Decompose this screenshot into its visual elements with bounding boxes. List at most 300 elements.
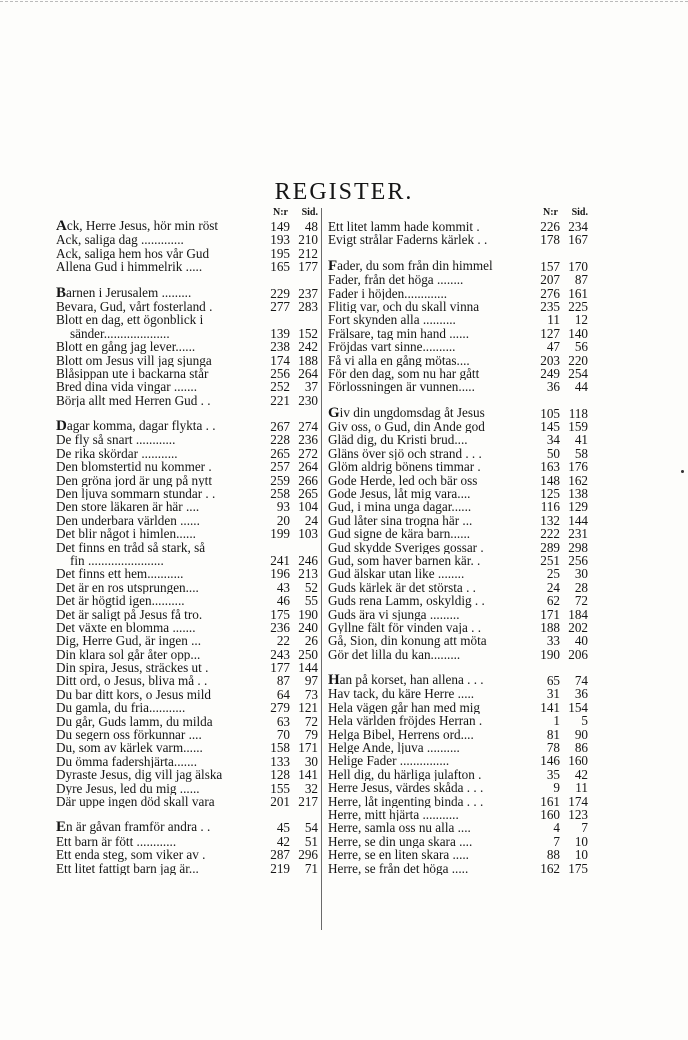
entry-page: 174 <box>568 793 588 809</box>
entry-title: Herre, se en liten skara ..... <box>328 848 469 862</box>
register-entry <box>56 541 318 554</box>
register-entry <box>328 487 588 500</box>
entry-page: 97 <box>304 673 318 689</box>
entry-page: 73 <box>304 686 318 702</box>
entry-title: Barnen i Jerusalem ......... <box>56 285 192 300</box>
entry-number: 190 <box>540 646 560 662</box>
register-entry <box>56 447 318 460</box>
header-nr: N:r <box>543 207 558 218</box>
register-entry <box>56 741 318 754</box>
entry-number: 259 <box>270 472 290 488</box>
entry-title: Frälsare, tag min hand ...... <box>328 326 469 341</box>
entry-title: Ett litet lamm hade kommit . <box>328 219 480 234</box>
register-entry <box>56 661 318 674</box>
entry-title: Blåsippan ute i backarna står <box>56 366 209 381</box>
register-entry <box>56 634 318 647</box>
register-entry <box>328 554 588 567</box>
entry-page: 90 <box>574 726 588 742</box>
entry-page: 256 <box>568 552 588 568</box>
entry-title: Blott en dag, ett ögonblick i <box>56 313 204 327</box>
entry-page: 42 <box>574 766 588 782</box>
register-column-left <box>56 206 318 875</box>
entry-page: 58 <box>574 445 588 461</box>
entry-page: 184 <box>568 606 588 622</box>
entry-number: 177 <box>270 660 290 676</box>
entry-page: 274 <box>298 419 318 435</box>
entry-title: Bred dina vida vingar ....... <box>56 380 197 394</box>
entries-right <box>328 220 588 875</box>
column-header <box>328 206 588 220</box>
entry-number: 65 <box>546 673 560 689</box>
register-entry <box>328 728 588 741</box>
register-entry <box>56 247 318 260</box>
entry-page: 24 <box>304 512 318 528</box>
register-entry <box>56 527 318 540</box>
entry-page: 283 <box>298 298 318 314</box>
register-entry <box>56 313 318 326</box>
entry-title: Fröjdas vart sinne.......... <box>328 340 456 354</box>
column-header <box>56 206 318 220</box>
entry-page: 220 <box>568 352 588 368</box>
entry-title: Det växte en blomma ....... <box>56 620 196 635</box>
register-entry <box>328 594 588 607</box>
entry-page: 87 <box>574 272 588 288</box>
entry-page: 167 <box>568 232 588 248</box>
entry-title: Flitig var, och du skall vinna <box>328 299 480 314</box>
register-entry <box>328 474 588 487</box>
register-entry <box>56 487 318 500</box>
entry-page: 298 <box>568 539 588 555</box>
register-entry <box>328 634 588 647</box>
register-entry <box>328 808 588 821</box>
entry-number: 87 <box>276 673 290 689</box>
entry-title: Ett barn är fött ............ <box>56 834 177 849</box>
entry-title: Dyre Jesus, led du mig ...... <box>56 781 200 796</box>
entry-number: 88 <box>546 847 560 863</box>
register-entry <box>56 420 318 433</box>
register-entry <box>56 755 318 768</box>
entry-page: 144 <box>298 660 318 676</box>
entry-title: Gå, Sion, din konung att möta <box>328 634 487 648</box>
register-entry <box>56 340 318 353</box>
entry-page: 246 <box>298 552 318 568</box>
entry-number: 243 <box>270 646 290 662</box>
register-entry <box>328 741 588 754</box>
entry-number: 1 <box>553 713 560 729</box>
register-entry <box>328 220 588 233</box>
entry-title: Det är högtid igen.......... <box>56 594 185 608</box>
entry-title: Den gröna jord är ung på nytt <box>56 473 213 488</box>
entry-title: Gud, som haver barnen kär. . <box>328 553 481 568</box>
entry-number: 45 <box>276 820 290 836</box>
entry-number: 133 <box>270 753 290 769</box>
register-entry <box>56 460 318 473</box>
entry-page: 161 <box>568 285 588 301</box>
entry-title: Ack, saliga dag ............. <box>56 233 184 247</box>
entry-title: Hell dig, du härliga julafton . <box>328 767 482 782</box>
entry-title: Gud skydde Sveriges gossar . <box>328 540 484 554</box>
entry-number: 128 <box>270 767 290 783</box>
entry-title: Blott om Jesus vill jag sjunga <box>56 353 212 367</box>
register-entry <box>328 500 588 513</box>
entry-number: 221 <box>270 392 290 408</box>
register-entry <box>328 433 588 446</box>
header-sid: Sid. <box>571 207 588 218</box>
entry-number: 165 <box>270 259 290 275</box>
top-dashed-edge <box>0 1 688 2</box>
entry-number: 149 <box>270 218 290 234</box>
register-entry <box>56 260 318 273</box>
register-entry <box>328 621 588 634</box>
entry-page: 74 <box>574 673 588 689</box>
entry-title: Gode Herde, led och bär oss <box>328 473 478 488</box>
register-entry <box>328 514 588 527</box>
entry-title: Guds kärlek är det största . . <box>328 580 476 595</box>
register-entry <box>56 233 318 246</box>
entry-title: De fly så snart ............ <box>56 433 176 447</box>
entry-page: 30 <box>304 753 318 769</box>
register-entry <box>56 287 318 300</box>
entry-page: 52 <box>304 579 318 595</box>
entry-page: 32 <box>304 780 318 796</box>
entry-page: 36 <box>574 686 588 702</box>
entry-page: 272 <box>298 445 318 461</box>
entry-title: Gud signe de kära barn...... <box>328 527 471 541</box>
entry-title: Dagar komma, dagar flykta . . <box>56 419 216 434</box>
entry-page: 144 <box>568 512 588 528</box>
entry-number: 33 <box>546 633 560 649</box>
entry-page: 41 <box>574 432 588 448</box>
register-entry <box>56 621 318 634</box>
entry-page: 225 <box>568 298 588 314</box>
entry-page: 210 <box>298 232 318 248</box>
register-column-right <box>328 206 588 875</box>
entry-number: 34 <box>546 432 560 448</box>
entry-page: 55 <box>304 593 318 609</box>
entry-title: Det finns ett hem........... <box>56 567 184 581</box>
entry-number: 31 <box>546 686 560 702</box>
register-entry <box>328 848 588 861</box>
entry-title: Du, som av kärlek varm...... <box>56 741 203 755</box>
entry-number: 196 <box>270 566 290 582</box>
entry-page: 254 <box>568 365 588 381</box>
register-entry <box>328 460 588 473</box>
entry-number: 171 <box>540 606 560 622</box>
entry-title: Herre, samla oss nu alla .... <box>328 821 471 835</box>
register-entry <box>56 821 318 834</box>
entry-number: 132 <box>540 512 560 528</box>
entry-page: 7 <box>581 820 588 836</box>
entry-number: 249 <box>540 365 560 381</box>
entries-left <box>56 220 318 875</box>
register-entry <box>56 394 318 407</box>
entry-number: 241 <box>270 552 290 568</box>
entry-page: 217 <box>298 794 318 809</box>
entry-title: Helige Fader ............... <box>328 754 450 768</box>
entry-number: 139 <box>270 325 290 341</box>
entry-title: Hela världen fröjdes Herran . <box>328 714 483 728</box>
entry-page: 231 <box>568 526 588 542</box>
entry-number: 226 <box>540 218 560 234</box>
entry-title: Blott en gång jag lever...... <box>56 340 196 354</box>
register-entry <box>328 701 588 714</box>
entry-page: 266 <box>298 472 318 488</box>
entry-title: Herre, låt ingenting binda . . . <box>328 794 484 809</box>
register-entry <box>56 862 318 875</box>
entry-page: 188 <box>298 352 318 368</box>
entry-title: fin ....................... <box>70 553 164 568</box>
entry-page: 11 <box>575 780 588 796</box>
entry-title: Det blir något i himlen...... <box>56 527 196 541</box>
entry-number: 125 <box>540 486 560 502</box>
entry-number: 9 <box>553 780 560 796</box>
entry-number: 11 <box>547 312 560 328</box>
register-entry <box>328 367 588 380</box>
register-entry <box>56 835 318 848</box>
entry-number: 174 <box>270 352 290 368</box>
entry-page: 202 <box>568 619 588 635</box>
register-entry <box>56 795 318 808</box>
entry-number: 24 <box>546 579 560 595</box>
entry-number: 238 <box>270 339 290 355</box>
entry-title: Gläd dig, du Kristi brud.... <box>328 433 468 447</box>
entry-title: Allena Gud i himmelrik ..... <box>56 260 203 274</box>
entry-number: 105 <box>540 405 560 421</box>
entry-page: 171 <box>298 740 318 756</box>
entry-title: Det finns en tråd så stark, så <box>56 540 206 554</box>
entry-number: 70 <box>276 727 290 743</box>
entry-title: Bevara, Gud, vårt fosterland . <box>56 299 213 314</box>
entry-title: Giv oss, o Gud, din Ande god <box>328 420 485 434</box>
entry-title: Ack, saliga hem hos vår Gud <box>56 246 210 261</box>
entry-title: Det är saligt på Jesus få tro. <box>56 607 203 621</box>
entry-page: 26 <box>304 633 318 649</box>
entry-title: Du bar ditt kors, o Jesus mild <box>56 687 211 702</box>
register-entry <box>56 688 318 701</box>
register-entry <box>328 674 588 687</box>
entry-page: 86 <box>574 740 588 756</box>
register-entry <box>328 862 588 875</box>
register-entry <box>328 380 588 393</box>
entry-title: Ditt ord, o Jesus, bliva må . . <box>56 674 208 688</box>
entry-page: 71 <box>304 860 318 876</box>
entry-number: 141 <box>540 699 560 715</box>
entry-title: Din spira, Jesus, sträckes ut . <box>56 661 209 675</box>
register-entry <box>56 782 318 795</box>
entry-page: 175 <box>568 860 588 876</box>
entry-title: Han på korset, han allena . . . <box>328 673 484 688</box>
register-entry <box>328 340 588 353</box>
register-entry <box>328 581 588 594</box>
entry-number: 207 <box>540 272 560 288</box>
entry-number: 42 <box>276 833 290 849</box>
entry-number: 195 <box>270 245 290 261</box>
entry-title: Gode Jesus, låt mig vara.... <box>328 487 471 501</box>
entry-title: Herre, se din unga skara .... <box>328 834 473 849</box>
entry-number: 257 <box>270 459 290 475</box>
entry-page: 230 <box>298 392 318 408</box>
entry-number: 219 <box>270 860 290 876</box>
entry-page: 265 <box>298 486 318 502</box>
header-sid: Sid. <box>301 207 318 218</box>
entry-number: 175 <box>270 606 290 622</box>
entry-page: 72 <box>304 713 318 729</box>
entry-number: 256 <box>270 365 290 381</box>
register-entry <box>328 648 588 661</box>
entry-title: Du går, Guds lamm, du milda <box>56 714 213 729</box>
entry-title: Gyllne fält för vinden vaja . . <box>328 620 482 635</box>
entry-page: 240 <box>298 619 318 635</box>
register-entry <box>56 220 318 233</box>
entry-number: 162 <box>540 860 560 876</box>
entry-page: 140 <box>568 325 588 341</box>
entry-number: 236 <box>270 619 290 635</box>
entry-title: Din klara sol går åter opp... <box>56 647 201 662</box>
entry-page: 141 <box>298 767 318 783</box>
register-entry <box>328 287 588 300</box>
entry-title: Det är en ros utsprungen.... <box>56 580 199 595</box>
entry-page: 206 <box>568 646 588 662</box>
entry-title: Den ljuva sommarn stundar . . <box>56 487 216 501</box>
register-entry <box>56 554 318 567</box>
register-entry <box>56 474 318 487</box>
entry-title: Glöm aldrig bönens timmar . <box>328 460 481 474</box>
entry-number: 193 <box>270 232 290 248</box>
entry-page: 234 <box>568 218 588 234</box>
entry-title: Hela vägen går han med mig <box>328 700 480 715</box>
entry-number: 188 <box>540 619 560 635</box>
entry-number: 93 <box>276 499 290 515</box>
entry-number: 145 <box>540 419 560 435</box>
entry-page: 118 <box>568 405 588 421</box>
entry-title: Gud älskar utan like ........ <box>328 567 465 581</box>
entry-page: 242 <box>298 339 318 355</box>
entry-page: 170 <box>568 258 588 274</box>
register-entry <box>328 768 588 781</box>
entry-number: 201 <box>270 794 290 809</box>
entry-number: 279 <box>270 700 290 716</box>
entry-number: 25 <box>546 566 560 582</box>
margin-speck <box>681 470 684 473</box>
entry-number: 148 <box>540 472 560 488</box>
register-entry <box>56 500 318 513</box>
entry-number: 235 <box>540 298 560 314</box>
entry-number: 22 <box>276 633 290 649</box>
entry-title: Få vi alla en gång mötas.... <box>328 353 470 367</box>
entry-number: 258 <box>270 486 290 502</box>
entry-title: Herre, se från det höga ..... <box>328 861 469 875</box>
entry-title: Dig, Herre Gud, är ingen ... <box>56 634 202 648</box>
register-entry <box>328 821 588 834</box>
register-entry <box>328 688 588 701</box>
entry-number: 163 <box>540 459 560 475</box>
register-entry <box>56 848 318 861</box>
entry-page: 212 <box>298 245 318 261</box>
register-entry <box>328 233 588 246</box>
entry-title: Börja allt med Herren Gud . . <box>56 393 211 408</box>
register-entry <box>56 675 318 688</box>
register-entry <box>328 420 588 433</box>
register-entry <box>56 581 318 594</box>
register-entry <box>56 514 318 527</box>
entry-number: 146 <box>540 753 560 769</box>
register-entry <box>56 728 318 741</box>
entry-page: 5 <box>581 713 588 729</box>
entry-title: Ett enda steg, som viker av . <box>56 848 206 862</box>
entry-page: 159 <box>568 419 588 435</box>
entry-number: 203 <box>540 352 560 368</box>
entry-title: Gud låter sina trogna här ... <box>328 513 473 528</box>
register-entry <box>56 433 318 446</box>
entry-page: 51 <box>304 833 318 849</box>
entry-number: 46 <box>276 593 290 609</box>
register-entry <box>56 327 318 340</box>
register-entry <box>328 354 588 367</box>
entry-number: 7 <box>553 833 560 849</box>
entry-number: 289 <box>540 539 560 555</box>
register-entry <box>328 313 588 326</box>
entry-number: 36 <box>546 379 560 395</box>
entry-page: 28 <box>574 579 588 595</box>
entry-number: 116 <box>540 499 560 515</box>
entry-page: 121 <box>298 700 318 716</box>
register-entry <box>328 781 588 794</box>
entry-title: Ett litet fattigt barn jag är... <box>56 861 199 875</box>
entry-number: 265 <box>270 445 290 461</box>
register-entry <box>56 300 318 313</box>
entry-page: 237 <box>298 285 318 301</box>
register-entry <box>328 608 588 621</box>
entry-title: En är gåvan framför andra . . <box>56 820 211 835</box>
entry-title: sänder.................... <box>70 326 170 341</box>
entry-page: 44 <box>574 379 588 395</box>
entry-title: Förlossningen är vunnen..... <box>328 380 475 394</box>
entry-page: 72 <box>574 593 588 609</box>
register-entry <box>328 447 588 460</box>
entry-page: 250 <box>298 646 318 662</box>
entry-number: 47 <box>546 339 560 355</box>
entry-title: För den dag, som nu har gått <box>328 366 480 381</box>
entry-page: 296 <box>298 847 318 863</box>
entry-page: 30 <box>574 566 588 582</box>
register-entry <box>56 701 318 714</box>
entry-page: 48 <box>304 218 318 234</box>
register-entry <box>328 300 588 313</box>
register-entry <box>328 407 588 420</box>
entry-title: Herre, mitt hjärta ........... <box>328 808 459 822</box>
entry-number: 287 <box>270 847 290 863</box>
entry-page: 154 <box>568 699 588 715</box>
entry-number: 63 <box>276 713 290 729</box>
register-entry <box>56 367 318 380</box>
entry-page: 129 <box>568 499 588 515</box>
entry-title: Den store läkaren är här .... <box>56 500 200 514</box>
entry-title: Fader i höjden............. <box>328 286 448 300</box>
entry-title: Du gamla, du fria........... <box>56 701 186 715</box>
entry-page: 40 <box>574 633 588 649</box>
register-entry <box>56 567 318 580</box>
entry-page: 103 <box>298 526 318 542</box>
entry-title: Den blomstertid nu kommer . <box>56 460 212 474</box>
register-entry <box>328 795 588 808</box>
entry-title: Gläns över sjö och strand . . . <box>328 446 482 461</box>
register-entry <box>328 273 588 286</box>
entry-title: Den underbara världen ...... <box>56 513 200 528</box>
entry-title: Hav tack, du käre Herre ..... <box>328 687 475 701</box>
entry-page: 12 <box>574 312 588 328</box>
entry-number: 78 <box>546 740 560 756</box>
entry-page: 56 <box>574 339 588 355</box>
